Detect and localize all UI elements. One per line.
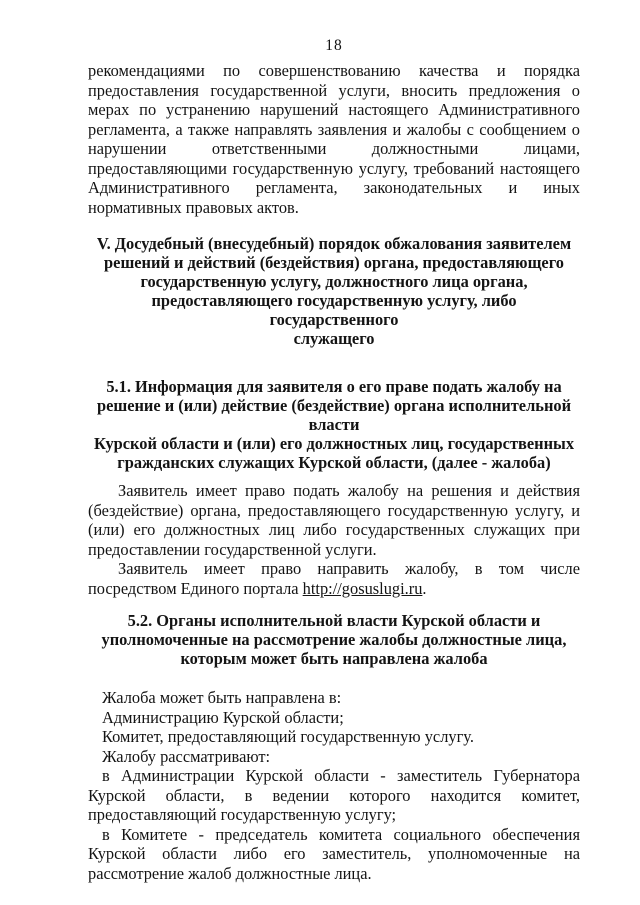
section-v-heading-line: государственную услугу, должностного лица органа, — [140, 272, 528, 291]
section-5-1-heading-line: гражданских служащих Курской области, (далее - жалоба) — [117, 453, 551, 472]
paragraph-text: . — [422, 578, 427, 598]
section-v-heading-line: V. Досудебный (внесудебный) порядок обжалования заявителем — [96, 234, 572, 253]
gosuslugi-portal-link[interactable]: http://gosuslugi.ru — [302, 578, 423, 598]
section-5-1-heading-line: решение и (или) действие (бездействие) органа исполнительной власти — [96, 396, 572, 434]
list-item: Жалобу рассматривают: — [102, 746, 271, 766]
section-5-2-paragraph-2: в Комитете - председатель комитета социального обеспечения Курской области либо его заместитель, уполномоченные на рассмотрение жалоб должностные лица. — [88, 824, 580, 883]
section-5-2-paragraph-1: в Администрации Курской области - заместитель Губернатора Курской области, в ведении которого находится комитет, предоставляющий государственную услугу; — [88, 766, 580, 824]
section-5-1-heading — [88, 377, 580, 472]
section-v-heading-line: решений и действий (бездействия) органа, предоставляющего — [104, 253, 564, 272]
section-v-heading-line: служащего — [293, 329, 375, 348]
section-v-heading-line: предоставляющего государственную услугу, либо государственного — [151, 291, 517, 329]
section-5-1-heading-line: 5.1. Информация для заявителя о его праве подать жалобу на — [106, 377, 562, 396]
list-item: Комитет, предоставляющий государственную услугу. — [102, 727, 474, 746]
section-5-1-heading-line: Курской области и (или) его должностных лиц, государственных — [93, 434, 575, 453]
paragraph-text: Заявитель имеет право направить жалобу, в том числе посредством Единого портала — [88, 559, 580, 598]
section-5-2-heading-line: которым может быть направлена жалоба — [180, 649, 488, 668]
section-v-heading — [88, 234, 580, 348]
list-item: Жалоба может быть направлена в: — [102, 688, 342, 707]
section-5-2-heading-line: уполномоченные на рассмотрение жалобы должностные лица, — [101, 630, 567, 649]
section-5-1-paragraph-1: Заявитель имеет право подать жалобу на решения и действия (бездействие) органа, предоставляющего государственную услугу, и (или) его должностных лиц либо государственных служащих при предоставлении государственной услуги. — [88, 481, 580, 559]
section-5-2-heading-line: 5.2. Органы исполнительной власти Курской области и — [127, 611, 541, 630]
section-5-2-list — [88, 688, 580, 766]
intro-paragraph: рекомендациями по совершенствованию качества и порядка предоставления государственной услуги, вносить предложения о мерах по устранению нарушений настоящего Административного регламента, а также направлять заявления и жалобы с сообщением о нарушении ответственными должностными лицами, предоставляющими государственную услугу, требований настоящего Административного регламента, законодательных и иных нормативных правовых актов. — [88, 61, 580, 217]
page-number: 18 — [325, 37, 343, 54]
list-item: Администрацию Курской области; — [102, 707, 344, 727]
section-5-2-heading — [88, 611, 580, 668]
section-5-1-paragraph-2 — [88, 559, 580, 598]
